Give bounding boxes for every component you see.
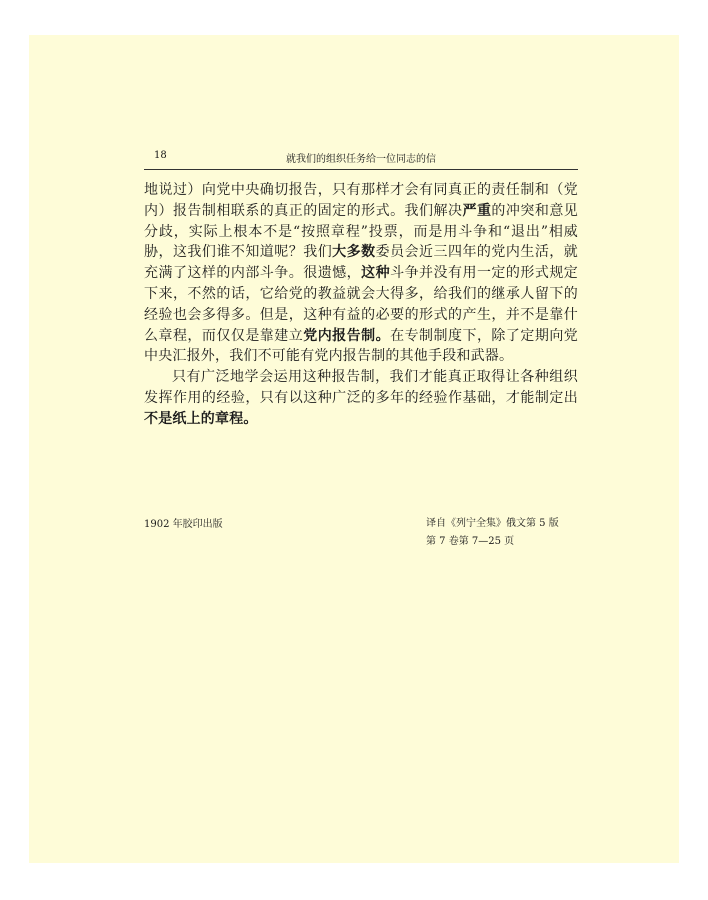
source-line-2: 第 7 卷第 7—25 页 — [426, 536, 515, 547]
publication-note: 1902 年胶印出版 — [144, 519, 223, 530]
text-span: 委员会近三四年的党内生活，就充满了这样的内部斗争。很遗憾， — [144, 244, 578, 282]
source-line-1: 译自《列宁全集》俄文第 5 版 — [426, 518, 559, 529]
emphasis: 大多数 — [332, 244, 376, 261]
paragraph-1 — [144, 180, 578, 367]
body-text — [144, 180, 578, 430]
source-citation — [426, 515, 559, 551]
emphasis: 这种 — [361, 265, 391, 282]
text-span: 在专制制度下，除了定期向党中央汇报外，我们不可能有党内报告制的其他手段和武器。 — [144, 327, 578, 365]
text-span: 斗争并没有用一定的形式规定下来，不然的话，它给党的教益就会大得多，给我们的继承人留下的经验也会多得多。但是，这种有益的必要的形式的产生，并不是靠什么章程，而仅仅是靠建立 — [144, 265, 578, 344]
page-number: 18 — [154, 150, 167, 161]
emphasis: 党内报告制。 — [303, 327, 391, 344]
running-title: 就我们的组织任务给一位同志的信 — [286, 154, 436, 165]
text-span: 只有广泛地学会运用这种报告制，我们才能真正取得让各种组织发挥作用的经验，只有以这种广泛的多年的经验作基础，才能制定出 — [144, 369, 578, 406]
document-page — [29, 35, 679, 863]
text-span: 的冲突和意见分歧，实际上根本不是“按照章程”投票，而是用斗争和“退出”相威胁，这我们谁不知道呢？我们 — [144, 202, 578, 261]
paragraph-2 — [144, 367, 578, 429]
emphasis: 严重 — [462, 202, 492, 219]
emphasis: 不是纸上的章程。 — [144, 410, 258, 427]
page-header — [144, 147, 578, 170]
text-span: 地说过）向党中央确切报告，只有那样才会有同真正的责任制和（党内）报告制相联系的真正的固定的形式。我们解决 — [144, 182, 578, 219]
